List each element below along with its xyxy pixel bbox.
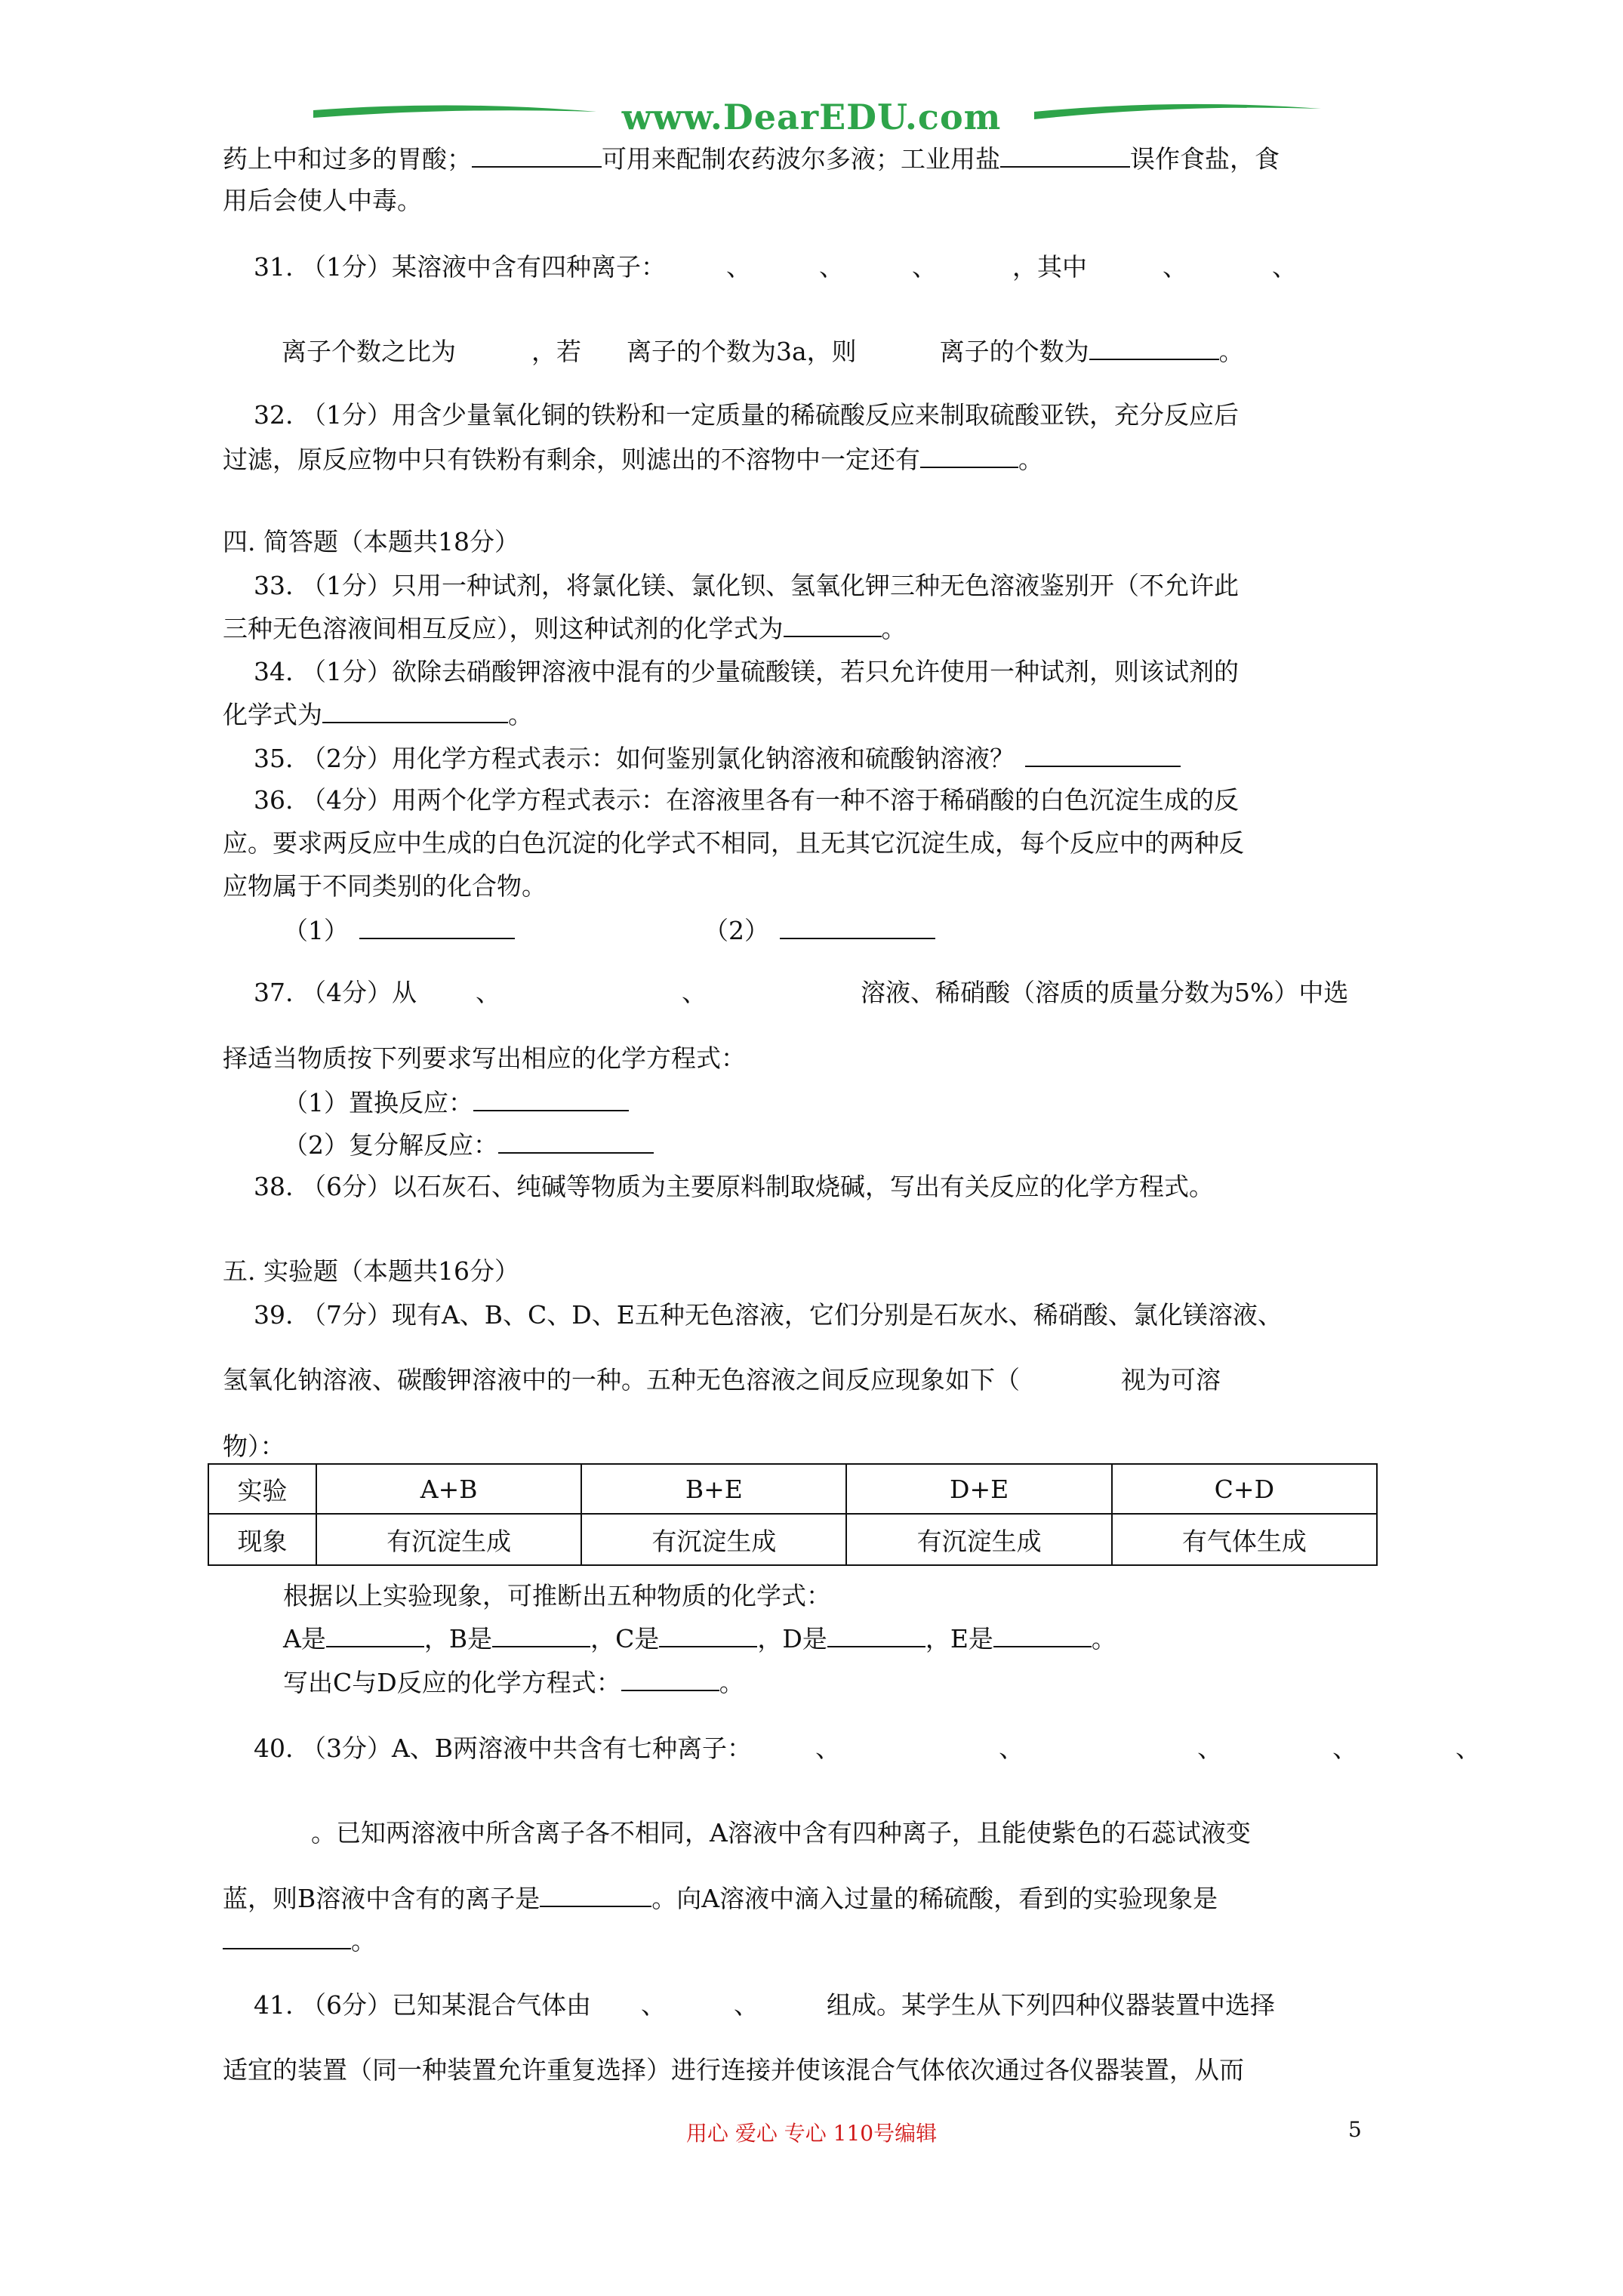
text-segment: 40. （3分）A、B两溶液中共含有七种离子： [254, 1734, 753, 1763]
text-segment: ，E是 [925, 1624, 993, 1653]
question-33-line1: 33. （1分）只用一种试剂，将氯化镁、氯化钡、氢氧化钾三种无色溶液鉴别开（不允许此 [254, 571, 1239, 600]
table-cell: C+D [1112, 1464, 1377, 1514]
question-36-answers [283, 915, 935, 946]
text-segment: 35. （2分）用化学方程式表示：如何鉴别氯化钠溶液和硫酸钠溶液？ [254, 744, 1015, 773]
separator: 、 [475, 978, 500, 1007]
answer-blank[interactable] [1089, 336, 1219, 360]
question-34-line2 [223, 699, 533, 730]
question-39-line3: 物）： [223, 1432, 285, 1461]
separator: 、 [911, 252, 937, 282]
question-34-line1: 34. （1分）欲除去硝酸钾溶液中混有的少量硫酸镁，若只允许使用一种试剂，则该试剂的 [254, 657, 1239, 686]
question-37-line1 [254, 978, 1348, 1008]
text-segment: 。 [1091, 1624, 1116, 1653]
text-segment: 。 [1018, 445, 1043, 474]
table-cell: A+B [316, 1464, 581, 1514]
answer-blank[interactable] [540, 1883, 651, 1907]
answer-blank[interactable] [784, 613, 882, 637]
section-heading: 四. 简答题（本题共18分） [223, 527, 519, 556]
text-segment: 可用来配制农药波尔多液；工业用盐 [602, 144, 1000, 174]
question-33-line2 [223, 613, 907, 644]
separator: 、 [733, 1990, 759, 2020]
answer-blank[interactable] [780, 915, 935, 939]
text-segment: 。 [719, 1668, 744, 1697]
table-cell: 有沉淀生成 [316, 1514, 581, 1565]
text-segment: 氢氧化钠溶液、碳酸钾溶液中的一种。五种无色溶液之间反应现象如下（ [223, 1365, 1020, 1395]
answer-blank[interactable] [326, 1623, 424, 1647]
text-segment: 。向A溶液中滴入过量的稀硫酸，看到的实验现象是 [651, 1884, 1218, 1913]
question-39-line2 [223, 1365, 1221, 1395]
section-heading: 五. 实验题（本题共16分） [223, 1256, 519, 1286]
text-segment: （1） [283, 916, 349, 945]
table-cell: 有气体生成 [1112, 1514, 1377, 1565]
text-segment: 视为可溶 [1121, 1365, 1221, 1395]
text-line [223, 143, 1280, 174]
answer-blank[interactable] [621, 1667, 719, 1691]
question-35 [254, 743, 1181, 774]
question-37-item2 [283, 1130, 654, 1160]
answer-blank[interactable] [223, 1925, 351, 1949]
text-segment: 37. （4分）从 [254, 978, 417, 1007]
question-31-line1 [254, 252, 1297, 282]
text-segment: ，其中 [1012, 252, 1087, 282]
table-row [208, 1514, 1377, 1565]
text-line: 用后会使人中毒。 [223, 186, 422, 215]
question-39-after3 [283, 1667, 744, 1698]
text-segment: 蓝，则B溶液中含有的离子是 [223, 1884, 540, 1913]
separator: 、 [725, 252, 751, 282]
question-32-line1: 32. （1分）用含少量氧化铜的铁粉和一定质量的稀硫酸反应来制取硫酸亚铁，充分反应后 [254, 400, 1239, 430]
text-segment: ，若 [531, 337, 581, 366]
answer-blank[interactable] [1025, 743, 1181, 767]
separator: 、 [1455, 1734, 1481, 1763]
answer-blank[interactable] [473, 1087, 629, 1111]
question-41-line1 [254, 1990, 1275, 2020]
question-39-after1: 根据以上实验现象，可推断出五种物质的化学式： [283, 1581, 831, 1610]
separator: 、 [640, 1990, 666, 2020]
table-cell: 有沉淀生成 [581, 1514, 846, 1565]
text-segment: （2）复分解反应： [283, 1130, 498, 1160]
text-segment: A是 [283, 1624, 326, 1653]
question-32-line2 [223, 444, 1043, 475]
separator: 、 [818, 252, 844, 282]
text-segment: 溶液、稀硝酸（溶质的质量分数为5%）中选 [860, 978, 1349, 1007]
answer-blank[interactable] [827, 1623, 925, 1647]
text-segment: 离子的个数为3a，则 [627, 337, 857, 366]
text-segment: 组成。某学生从下列四种仪器装置中选择 [826, 1990, 1275, 2020]
question-40-line3 [223, 1883, 1218, 1914]
text-segment: 。 [881, 614, 907, 643]
separator: 、 [1197, 1734, 1223, 1763]
text-segment: ，C是 [590, 1624, 660, 1653]
answer-blank[interactable] [1000, 143, 1130, 168]
question-31-line2 [282, 336, 1244, 367]
text-segment: 化学式为 [223, 700, 322, 729]
site-logo-text: www.DearEDU.com [621, 97, 1002, 137]
answer-blank[interactable] [498, 1130, 654, 1154]
experiment-table [208, 1463, 1378, 1566]
answer-blank[interactable] [492, 1623, 590, 1647]
answer-blank[interactable] [359, 915, 515, 939]
footer-text: 用心 爱心 专心 110号编辑 [685, 2121, 938, 2146]
answer-blank[interactable] [993, 1623, 1092, 1647]
text-segment: 过滤，原反应物中只有铁粉有剩余，则滤出的不溶物中一定还有 [223, 445, 920, 474]
text-segment: 离子的个数为 [939, 337, 1089, 366]
text-segment: 写出C与D反应的化学方程式： [283, 1668, 621, 1697]
separator: 、 [1271, 252, 1297, 282]
question-36-line3: 应物属于不同类别的化合物。 [223, 871, 547, 901]
question-36-line2: 应。要求两反应中生成的白色沉淀的化学式不相同，且无其它沉淀生成，每个反应中的两种反 [223, 828, 1244, 858]
separator: 、 [1162, 252, 1187, 282]
text-segment: 药上中和过多的胃酸； [223, 144, 472, 174]
table-header-row [208, 1464, 1377, 1514]
table-cell: 现象 [208, 1514, 316, 1565]
answer-blank[interactable] [659, 1623, 757, 1647]
text-segment: 。 [1218, 337, 1244, 366]
answer-blank[interactable] [472, 143, 602, 168]
question-40-line2: 。已知两溶液中所含离子各不相同，A溶液中含有四种离子，且能使紫色的石蕊试液变 [311, 1818, 1251, 1848]
text-segment: ，B是 [423, 1624, 493, 1653]
text-segment: ，D是 [757, 1624, 827, 1653]
question-39-answers [283, 1623, 1116, 1654]
separator: 、 [999, 1734, 1024, 1763]
table-cell: 实验 [208, 1464, 316, 1514]
text-segment: （2） [704, 916, 769, 945]
text-segment: 。 [508, 700, 533, 729]
separator: 、 [681, 978, 707, 1007]
question-36-line1: 36. （4分）用两个化学方程式表示：在溶液里各有一种不溶于稀硝酸的白色沉淀生成的反 [254, 785, 1239, 815]
table-cell: B+E [581, 1464, 846, 1514]
separator: 、 [815, 1734, 841, 1763]
question-41-line2: 适宜的装置（同一种装置允许重复选择）进行连接并使该混合气体依次通过各仪器装置，从而 [223, 2055, 1244, 2085]
question-38: 38. （6分）以石灰石、纯碱等物质为主要原料制取烧碱，写出有关反应的化学方程式。 [254, 1172, 1214, 1201]
table-cell: 有沉淀生成 [846, 1514, 1111, 1565]
question-40-line4 [223, 1925, 376, 1956]
text-segment: 三种无色溶液间相互反应），则这种试剂的化学式为 [223, 614, 784, 643]
separator: 、 [1332, 1734, 1358, 1763]
question-40-line1 [254, 1734, 1480, 1764]
question-37-item1 [283, 1087, 629, 1118]
text-segment: 31. （1分）某溶液中含有四种离子： [254, 252, 666, 282]
text-segment: 离子个数之比为 [282, 337, 456, 366]
answer-blank[interactable] [322, 699, 508, 723]
question-37-line2: 择适当物质按下列要求写出相应的化学方程式： [223, 1043, 746, 1073]
page-number: 5 [1348, 2117, 1362, 2142]
text-segment: 误作食盐，食 [1130, 144, 1280, 174]
text-segment: 41. （6分）已知某混合气体由 [254, 1990, 591, 2020]
table-cell: D+E [846, 1464, 1111, 1514]
text-segment: 。 [351, 1926, 376, 1955]
answer-blank[interactable] [920, 444, 1018, 468]
question-39-line1: 39. （7分）现有A、B、C、D、E五种无色溶液，它们分别是石灰水、稀硝酸、氯化镁溶液、 [254, 1300, 1283, 1330]
text-segment: （1）置换反应： [283, 1088, 473, 1117]
